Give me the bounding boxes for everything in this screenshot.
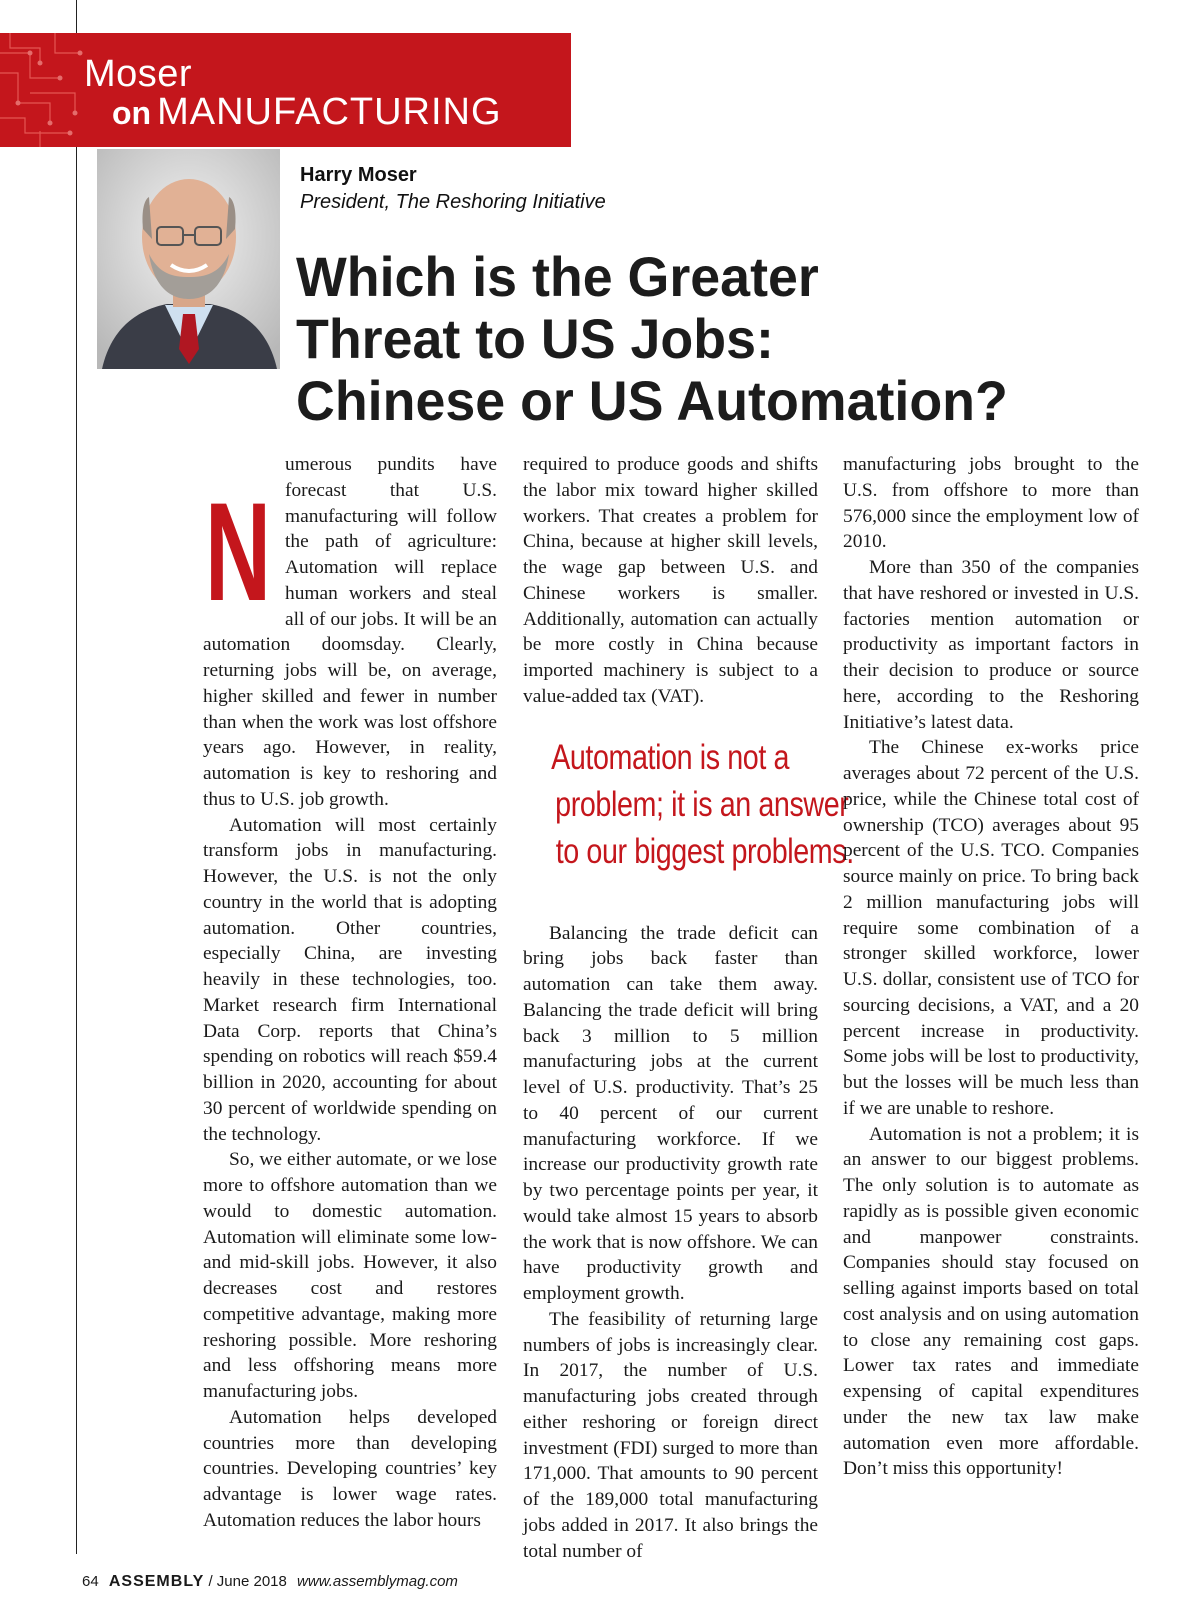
headline-line: Chinese or US Automation? bbox=[296, 369, 1008, 432]
page-margin-rule bbox=[76, 0, 77, 1554]
article-paragraph: The Chinese ex-works price averages about 72 percent of the U.S. price, while the Chinese total cost of ownership (TCO) averages about 95 percent of the U.S. TCO. Companies source mainly on price. To bring back 2 million manufacturing jobs will require some combination of a stronger skilled workforce, lower U.S. dollar, consistent use of TCO for sourcing decisions, a VAT, and a 20 percent increase in productivity. Some jobs will be lost to productivity, but the losses will be much less than if we are unable to reshore. bbox=[843, 737, 1139, 1119]
article-column-2 bbox=[523, 452, 854, 1564]
pull-quote-line: problem; it is an answer bbox=[555, 784, 849, 824]
article-headline bbox=[296, 246, 1038, 432]
magazine-url[interactable]: www.assemblymag.com bbox=[297, 1573, 458, 1590]
author-name: Harry Moser bbox=[300, 164, 417, 186]
article-paragraph: So, we either automate, or we lose more to offshore automation than we would to domestic automation. Automation will eliminate some low- and mid-skill jobs. However, it also decreases cost and restores competitive advantage, making more reshoring possible. More reshoring and less offshoring means more manufacturing jobs. bbox=[203, 1149, 497, 1402]
pull-quote bbox=[523, 734, 854, 875]
headline-line: Which is the Greater bbox=[296, 245, 819, 308]
article-paragraph: The feasibility of returning large numbers of jobs is increasingly clear. In 2017, the number of U.S. manufacturing jobs created through either reshoring or foreign direct investment (FDI) surged to more than 171,000. That amounts to 90 percent of the 189,000 total manufacturing jobs added in 2017. It also brings the total number of bbox=[523, 1308, 818, 1562]
page-footer bbox=[82, 1573, 458, 1591]
author-portrait bbox=[97, 149, 280, 369]
magazine-name: ASSEMBLY bbox=[108, 1573, 205, 1590]
column-title-line1: Moser bbox=[84, 53, 193, 95]
article-paragraph: Automation will most certainly transform jobs in manufacturing. However, the U.S. is not the only country in the world that is adopting automation. Other countries, especially China, are investing heavily in these technologies, too. Market research firm International Data Corp. reports that China’s spending on robotics will reach $59.4 billion in 2020, accounting for about 30 percent of worldwide spending on the technology. bbox=[203, 814, 497, 1145]
drop-cap-letter: N bbox=[205, 473, 271, 630]
pull-quote-line: to our biggest problems. bbox=[555, 831, 854, 871]
author-title: President, The Reshoring Initiative bbox=[300, 191, 606, 213]
article-paragraph: manufacturing jobs brought to the U.S. from offshore to more than 576,000 since the employment low of 2010. bbox=[843, 454, 1139, 553]
column-title-on: on bbox=[112, 95, 152, 131]
article-paragraph: Balancing the trade deficit can bring jobs back faster than automation can take them away. Balancing the trade deficit will bring back 3 million to 5 million manufacturing jobs at the current level of U.S. productivity. That’s 25 to 40 percent of our current manufacturing workforce. If we increase our productivity growth rate by two percentage points per year, it would take almost 15 years to absorb the work that is now offshore. We can have productivity growth and employment growth. bbox=[523, 922, 818, 1304]
article-paragraph: required to produce goods and shifts the labor mix toward higher skilled workers. That creates a problem for China, because at higher skill levels, the wage gap between U.S. and Chinese workers is smaller. Additionally, automation can actually be more costly in China because imported machinery is subject to a value-added tax (VAT). bbox=[523, 454, 818, 707]
article-paragraph: Automation helps developed countries more than developing countries. Developing countries’ key advantage is lower wage rates. Automation reduces the labor hours bbox=[203, 1406, 497, 1531]
drop-cap bbox=[203, 456, 273, 630]
article-paragraph: More than 350 of the companies that have reshored or invested in U.S. factories mention automation or productivity as important factors in their decision to produce or source here, according to the Reshoring Initiative’s latest data. bbox=[843, 557, 1139, 733]
article-column-1 bbox=[203, 452, 497, 1534]
pull-quote-line: Automation is not a bbox=[551, 737, 790, 777]
article-paragraph: umerous pundits have forecast that U.S. manufacturing will follow the path of agriculture: Automation will replace human workers and steal all of our jobs. It will be an automation doomsday. Clearly, returning jobs will be, on average, higher skilled and fewer in number than when the work was lost offshore years ago. However, in reality, automation is key to reshoring and thus to U.S. job growth. bbox=[203, 454, 497, 810]
page-number: 64 bbox=[82, 1573, 99, 1590]
issue-date: / June 2018 bbox=[208, 1573, 287, 1590]
column-title-manufacturing: MANUFACTURING bbox=[157, 91, 502, 133]
headline-line: Threat to US Jobs: bbox=[296, 307, 774, 370]
article-column-3 bbox=[843, 452, 1139, 1482]
column-title-line2 bbox=[112, 93, 502, 131]
article-paragraph: Automation is not a problem; it is an answer to our biggest problems. The only solution is to automate as rapidly as is possible given economic and manpower constraints. Companies should stay focused on selling against imports based on total cost analysis and on using automation to close any remaining cost gaps. Lower tax rates and immediate expensing of capital expenditures under the new tax law make automation even more affordable. Don’t miss this opportunity! bbox=[843, 1123, 1139, 1480]
column-header-band bbox=[0, 33, 571, 147]
